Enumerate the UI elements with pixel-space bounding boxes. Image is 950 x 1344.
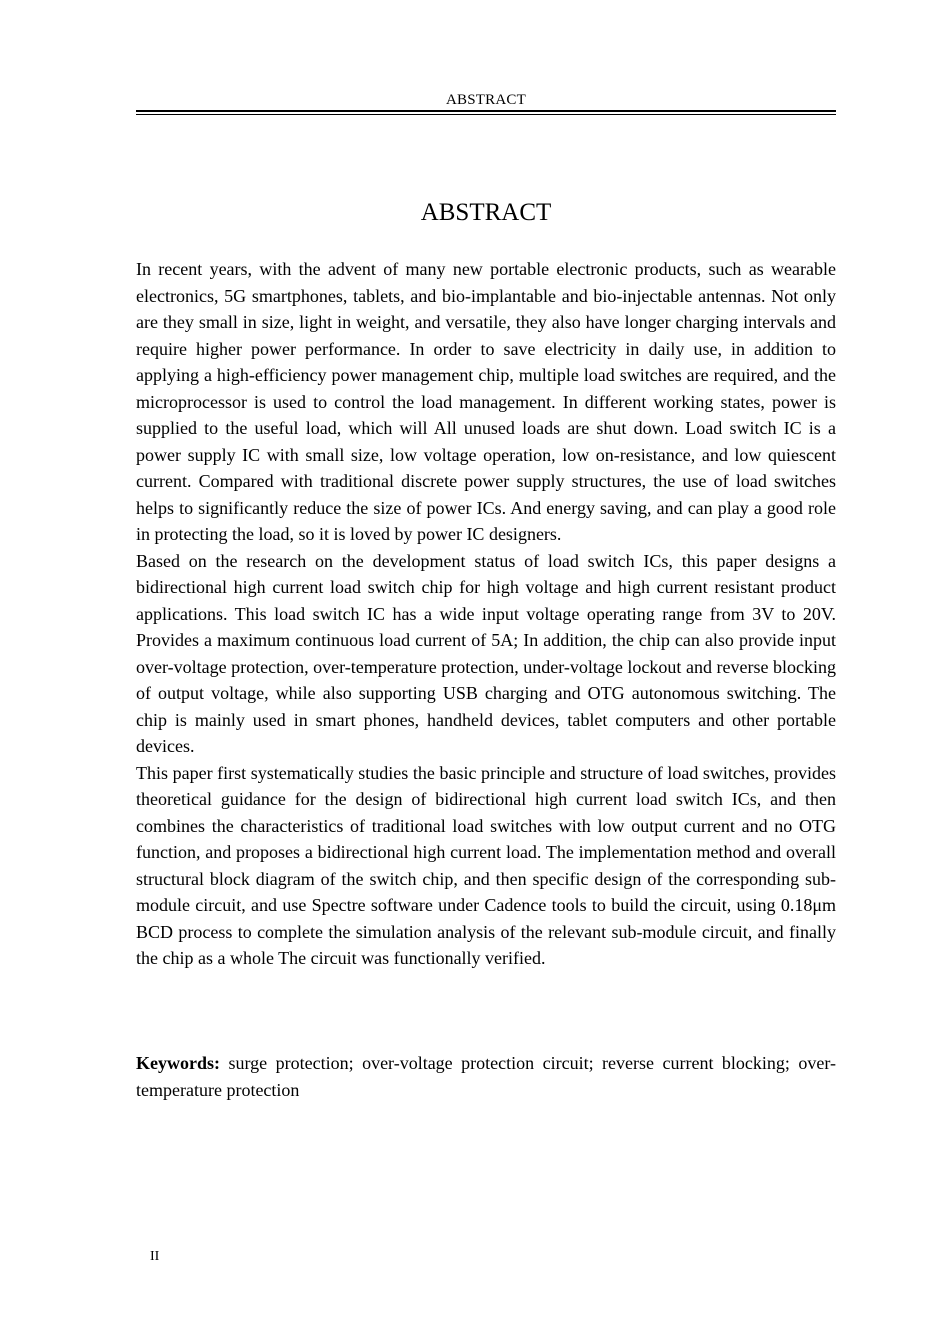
page-title: ABSTRACT — [420, 199, 552, 226]
page-number: II — [150, 1249, 160, 1264]
keywords — [136, 1050, 836, 1103]
keywords-label: Keywords: — [136, 1053, 220, 1073]
abstract-paragraph-1: In recent years, with the advent of many new portable electronic products, such as wearable electronics, 5G smartphones, tablets, and bio-implantable and bio-injectable antennas. Not only are they small in size, light in weight, and versatile, they also have longer charging intervals and require higher power performance. In order to save electricity in daily use, in addition to applying a high-efficiency power management chip, multiple load switches are required, and the microprocessor is used to control the load management. In different working states, power is supplied to the useful load, which will All unused loads are shut down. Load switch IC is a power supply IC with small size, low voltage operation, low on-resistance, and low quiescent current. Compared with traditional discrete power supply structures, the use of load switches helps to significantly reduce the size of power ICs. And energy saving, and can play a good role in protecting the load, so it is loved by power IC designers. — [136, 259, 836, 544]
keywords-text: surge protection; over-voltage protection circuit; reverse current blocking; over-temperature protection — [136, 1053, 837, 1100]
header-rule — [136, 110, 836, 115]
abstract-paragraph-2: Based on the research on the development status of load switch ICs, this paper designs a bidirectional high current load switch chip for high voltage and high current resistant product applications. This load switch IC has a wide input voltage operating range from 3V to 20V. Provides a maximum continuous load current of 5A; In addition, the chip can also provide input over-voltage protection, over-temperature protection, under-voltage lockout and reverse blocking of output voltage, while also supporting USB charging and OTG autonomous switching. The chip is mainly used in smart phones, handheld devices, tablet computers and other portable devices. — [136, 550, 836, 756]
running-header: ABSTRACT — [446, 92, 526, 108]
abstract-paragraph-3: This paper first systematically studies the basic principle and structure of load switches, provides theoretical guidance for the design of bidirectional high current load switch ICs, and then combines the characteristics of traditional load switches with low output current and no OTG function, and proposes a bidirectional high current load. The implementation method and overall structural block diagram of the switch chip, and then specific design of the corresponding sub-module circuit, and use Spectre software under Cadence tools to build the circuit, using 0.18μm BCD process to complete the simulation analysis of the relevant sub-module circuit, and finally the chip as a whole The circuit was functionally verified. — [136, 762, 836, 968]
abstract-body — [136, 256, 836, 972]
